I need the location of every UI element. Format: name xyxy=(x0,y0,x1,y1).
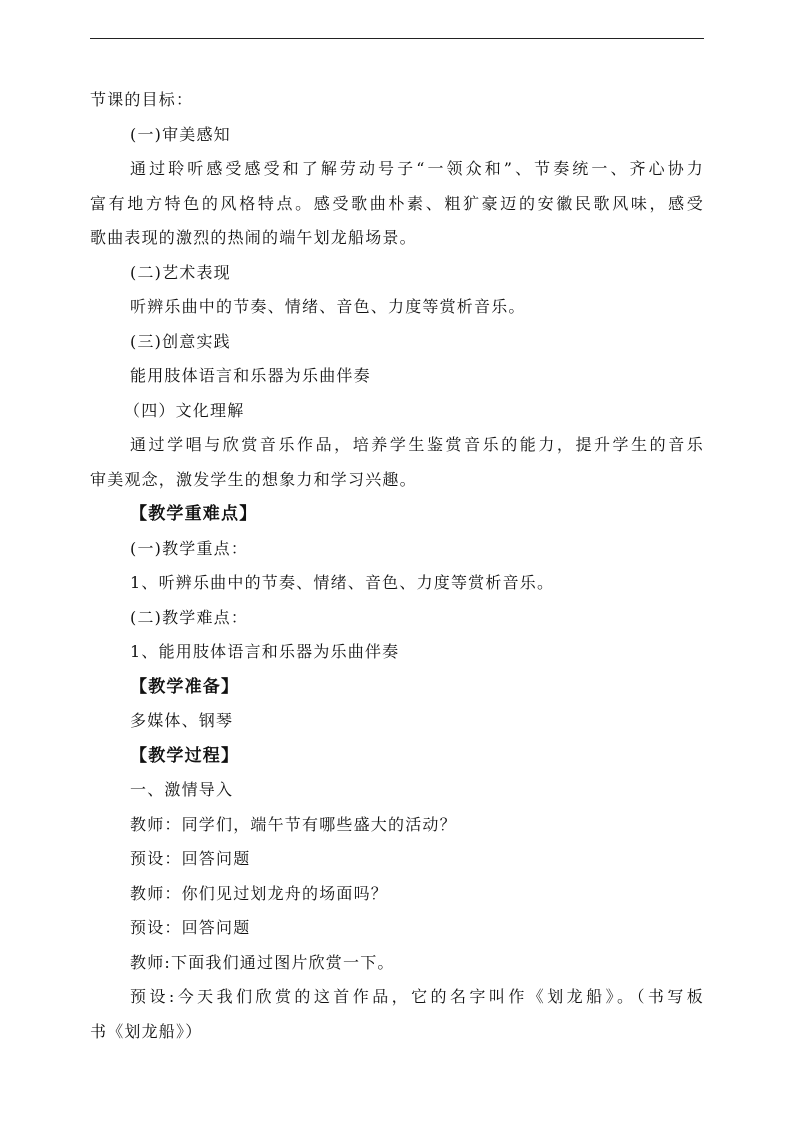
text-line: 听辨乐曲中的节奏、情绪、音色、力度等赏析音乐。 xyxy=(130,297,526,316)
text-line: 书《划龙船》） xyxy=(90,1021,203,1041)
text-line: (二)教学难点： xyxy=(130,607,249,627)
text-line: 审美观念，激发学生的想象力和学习兴趣。 xyxy=(90,469,417,489)
section-heading: 【教学重难点】 xyxy=(130,504,258,524)
text-line: 预设:今天我们欣赏的这首作品，它的名字叫作《划龙船》。（书写板 xyxy=(130,987,704,1006)
text-line: 富有地方特色的风格特点。感受歌曲朴素、粗犷豪迈的安徽民歌风味，感受 xyxy=(90,193,704,213)
text-line: 1、能用肢体语言和乐器为乐曲伴奏 xyxy=(130,642,400,661)
text-line: 教师:下面我们通过图片欣赏一下。 xyxy=(130,952,395,972)
text-line: 一、激情导入 xyxy=(130,780,234,799)
document-body xyxy=(90,83,704,1049)
text-line: (一)审美感知 xyxy=(130,124,231,144)
text-line: (二)艺术表现 xyxy=(130,262,231,282)
text-line: 能用肢体语言和乐器为乐曲伴奏 xyxy=(130,366,371,385)
text-line: 教师：同学们，端午节有哪些盛大的活动？ xyxy=(130,814,457,834)
section-heading: 【教学准备】 xyxy=(130,676,240,697)
text-line: 预设：回答问题 xyxy=(130,918,251,937)
section-heading: 【教学过程】 xyxy=(130,745,240,766)
text-line: 预设：回答问题 xyxy=(130,849,251,868)
text-line: (一)教学重点： xyxy=(130,538,249,558)
text-line: （四）文化理解 xyxy=(124,400,245,420)
text-line: 教师：你们见过划龙舟的场面吗？ xyxy=(130,883,389,903)
text-line: 通过学唱与欣赏音乐作品，培养学生鉴赏音乐的能力，提升学生的音乐 xyxy=(130,435,704,454)
header-rule xyxy=(90,38,704,39)
text-line: (三)创意实践 xyxy=(130,331,231,351)
text-line: 1、听辨乐曲中的节奏、情绪、音色、力度等赏析音乐。 xyxy=(130,573,555,592)
text-line: 通过聆听感受感受和了解劳动号子“一领众和”、节奏统一、齐心协力 xyxy=(130,159,704,178)
text-line: 节课的目标： xyxy=(90,90,194,109)
text-line: 多媒体、钢琴 xyxy=(130,711,234,730)
text-line: 歌曲表现的激烈的热闹的端午划龙船场景。 xyxy=(90,228,417,247)
